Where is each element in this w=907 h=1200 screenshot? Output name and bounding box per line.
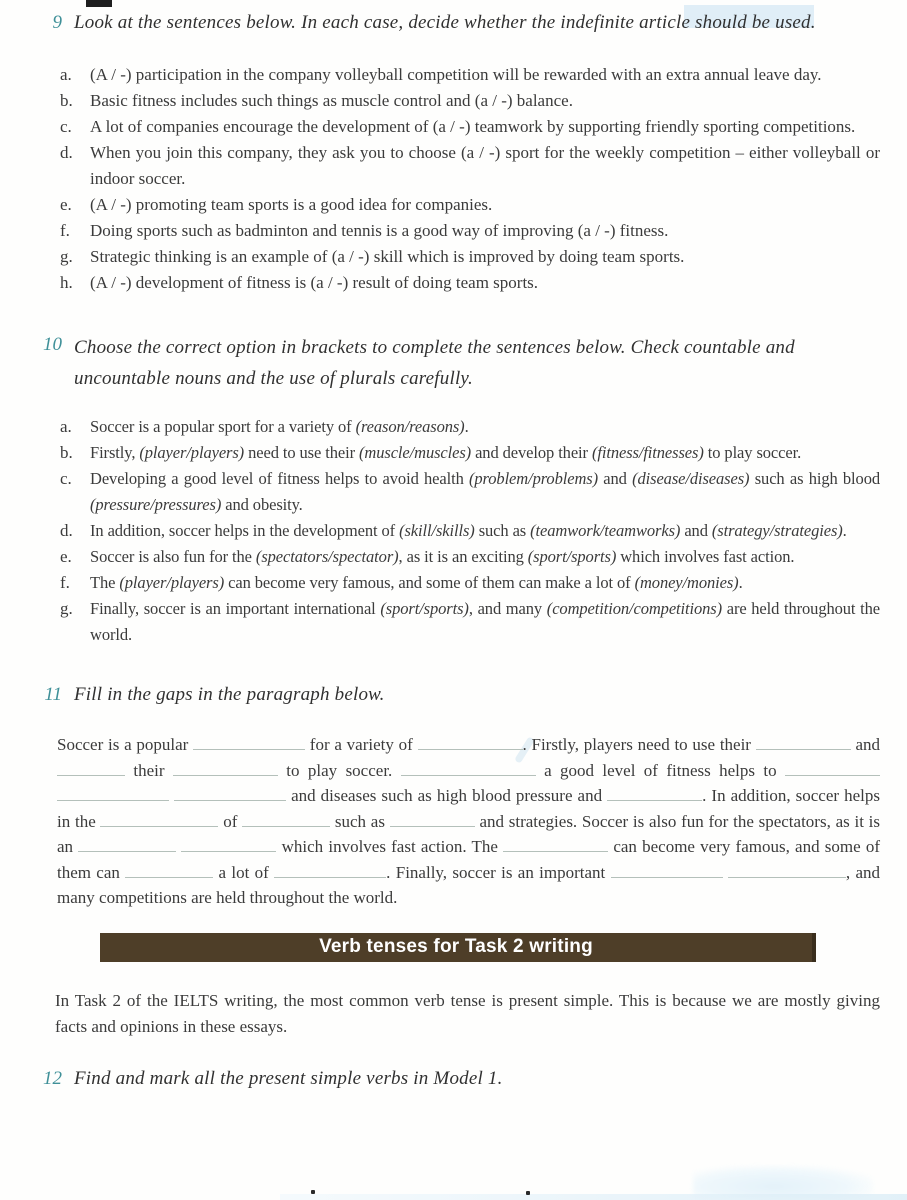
exercise10-item-c <box>60 466 880 518</box>
exercise-9-list <box>0 62 907 296</box>
exercise-9-section <box>0 10 907 296</box>
exercise-12-header <box>0 1066 907 1092</box>
item-label: f. <box>60 221 70 240</box>
item-label: e. <box>60 195 72 214</box>
section-banner <box>100 933 816 962</box>
item-text: (A / -) participation in the company volleyball competition will be rewarded with an extra annual leave day. <box>90 65 822 84</box>
item-text: Strategic thinking is an example of (a / -) skill which is improved by doing team sports. <box>90 247 685 266</box>
exercise10-item-g <box>60 596 880 648</box>
item-label: e. <box>60 547 72 566</box>
exercise-10-list <box>0 414 907 648</box>
exercise-title: Look at the sentences below. In each case, decide whether the indefinite article should be used. <box>74 12 816 33</box>
item-text: Firstly, (player/players) need to use their (muscle/muscles) and develop their (fitness/fitnesses) to play soccer. <box>90 443 802 462</box>
item-label: h. <box>60 273 73 292</box>
exercise10-item-f <box>60 570 880 596</box>
item-text: When you join this company, they ask you to choose (a / -) sport for the weekly competition – either volleyball or indoor soccer. <box>90 143 880 188</box>
item-text: Developing a good level of fitness helps to avoid health (problem/problems) and (disease/diseases) such as high blood (pressure/pressures) and obesity. <box>90 469 880 514</box>
item-label: c. <box>60 469 72 488</box>
exercise-title: Find and mark all the present simple verbs in Model 1. <box>74 1067 503 1089</box>
item-text: Finally, soccer is an important international (sport/sports), and many (competition/competitions) are held throughout the world. <box>90 599 880 644</box>
item-text: (A / -) promoting team sports is a good idea for companies. <box>90 195 493 214</box>
exercise9-item-b <box>60 88 880 114</box>
exercise-11-header <box>0 682 907 708</box>
exercise9-item-g <box>60 244 880 270</box>
item-text: Doing sports such as badminton and tennis is a good way of improving (a / -) fitness. <box>90 221 669 240</box>
exercise9-item-h <box>60 270 880 296</box>
item-text: A lot of companies encourage the development of (a / -) teamwork by supporting friendly sporting competitions. <box>90 117 856 136</box>
exercise-number: 9 <box>52 12 62 33</box>
exercise9-item-e <box>60 192 880 218</box>
exercise-number: 12 <box>43 1067 62 1089</box>
scan-speck <box>311 1190 315 1194</box>
item-label: b. <box>60 91 73 110</box>
item-text: Basic fitness includes such things as muscle control and (a / -) balance. <box>90 91 573 110</box>
exercise9-item-d <box>60 140 880 192</box>
exercise-10-header <box>0 332 907 394</box>
exercise9-item-c <box>60 114 880 140</box>
item-label: g. <box>60 247 73 266</box>
exercise-10-section <box>0 332 907 648</box>
exercise10-item-d <box>60 518 880 544</box>
gap-fill-paragraph: Soccer is a popular for a variety of . Firstly, players need to use their and their to play soccer. a good level of fitness helps to and diseases such as high blood pressure and . In addition, soccer helps in the of such as and strategies. Soccer is also fun for the spectators, as it is an which involves fast action. The can become very famous, and some of them can a lot of . Finally, soccer is an important , and many competitions are held throughout the world. <box>57 735 881 907</box>
item-text: Soccer is also fun for the (spectators/spectator), as it is an exciting (sport/sports) which involves fast action. <box>90 547 795 566</box>
exercise9-item-f <box>60 218 880 244</box>
exercise-number: 10 <box>43 334 62 355</box>
exercise10-item-b <box>60 440 880 466</box>
item-text: Soccer is a popular sport for a variety of (reason/reasons). <box>90 417 469 436</box>
task2-note-paragraph: In Task 2 of the IELTS writing, the most common verb tense is present simple. This is because we are mostly giving facts and opinions in these essays. <box>55 990 880 1036</box>
item-label: d. <box>60 143 73 162</box>
scan-speck <box>526 1191 530 1195</box>
section-banner-title: Verb tenses for Task 2 writing <box>319 936 593 957</box>
exercise-11-section <box>0 682 907 911</box>
exercise-title: Choose the correct option in brackets to complete the sentences below. Check countable and uncountable nouns and the use of plurals carefully. <box>74 337 795 389</box>
exercise10-item-e <box>60 544 880 570</box>
exercise-12-section <box>0 1066 907 1092</box>
item-label: d. <box>60 521 73 540</box>
item-label: c. <box>60 117 72 136</box>
item-label: g. <box>60 599 73 618</box>
item-text: In addition, soccer helps in the development of (skill/skills) such as (teamwork/teamworks) and (strategy/strategies). <box>90 521 847 540</box>
item-text: The (player/players) can become very famous, and some of them can make a lot of (money/monies). <box>90 573 743 592</box>
exercise-number: 11 <box>44 684 62 705</box>
item-label: a. <box>60 417 72 436</box>
item-label: f. <box>60 573 70 592</box>
item-label: a. <box>60 65 72 84</box>
exercise10-item-a <box>60 414 880 440</box>
exercise-9-header <box>0 10 907 36</box>
exercise-title: Fill in the gaps in the paragraph below. <box>74 684 385 705</box>
bottom-scan-strip <box>280 1194 907 1200</box>
item-text: (A / -) development of fitness is (a / -) result of doing team sports. <box>90 273 539 292</box>
exercise9-item-a <box>60 62 880 88</box>
item-label: b. <box>60 443 73 462</box>
